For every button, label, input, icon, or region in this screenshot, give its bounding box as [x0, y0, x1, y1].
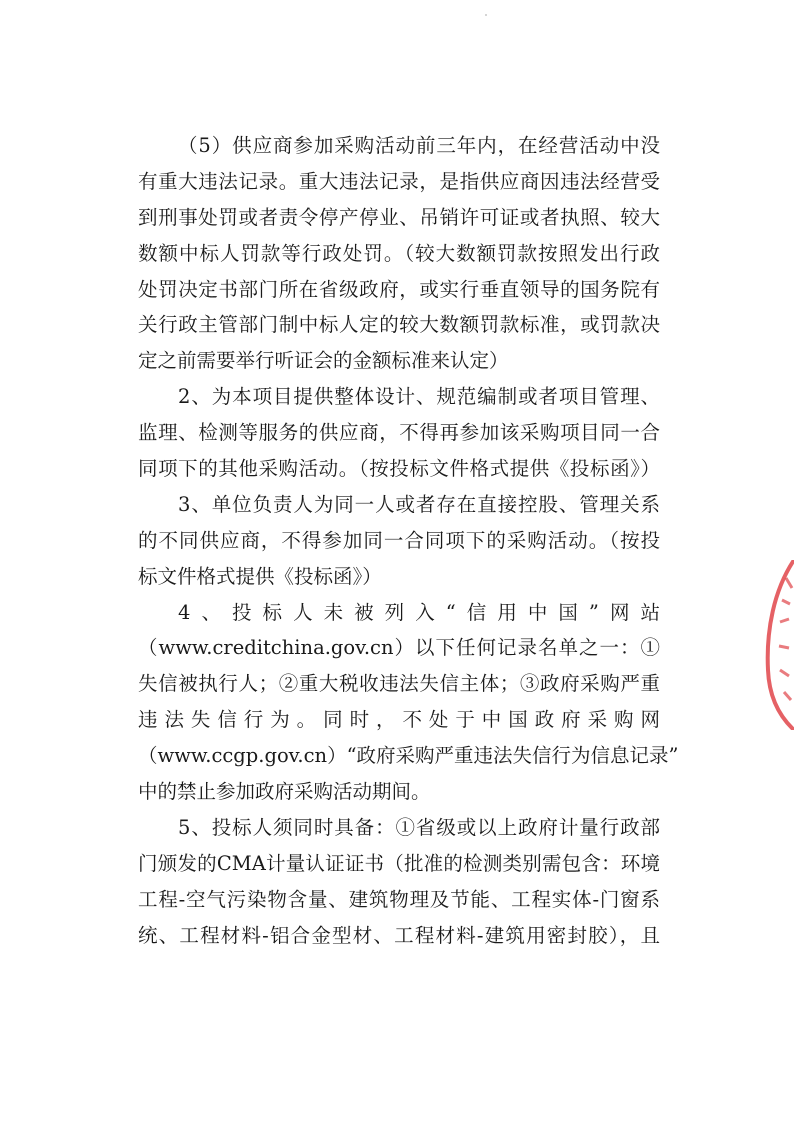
text-line: 标文件格式提供《投标函》） — [138, 564, 382, 588]
scan-dot — [485, 14, 487, 16]
text-line: 统、工程材料-铝合金型材、工程材料-建筑用密封胶），且 — [138, 923, 660, 947]
text-line: 的不同供应商，不得参加同一合同项下的采购活动。（按投 — [138, 528, 660, 552]
text-line: 监理、检测等服务的供应商，不得再参加该采购项目同一合 — [138, 421, 660, 445]
text-line: 4、投标人未被列入“信用中国”网站 — [178, 600, 660, 624]
text-line: 5、投标人须同时具备：①省级或以上政府计量行政部 — [178, 815, 660, 839]
text-line: 失信被执行人；②重大税收违法失信主体；③政府采购严重 — [138, 672, 660, 696]
text-line: 门颁发的CMA计量认证证书（批准的检测类别需包含：环境 — [138, 851, 660, 875]
seal-stamp-edge — [760, 560, 794, 730]
text-line: 到刑事处罚或者责令停产停业、吊销许可证或者执照、较大 — [138, 205, 660, 229]
text-line: 处罚决定书部门所在省级政府，或实行垂直领导的国务院有 — [138, 277, 660, 301]
text-line: （www.creditchina.gov.cn）以下任何记录名单之一：① — [138, 636, 660, 660]
text-line: （5）供应商参加采购活动前三年内，在经营活动中没 — [178, 134, 660, 157]
text-line: 关行政主管部门制中标人定的较大数额罚款标准，或罚款决 — [138, 313, 660, 337]
text-line: 3、单位负责人为同一人或者存在直接控股、管理关系 — [178, 492, 660, 516]
text-line: （www.ccgp.gov.cn）“政府采购严重违法失信行为信息记录” — [138, 744, 679, 768]
text-line: 同项下的其他采购活动。（按投标文件格式提供《投标函》） — [138, 457, 660, 481]
body-text — [138, 128, 679, 953]
text-line: 有重大违法记录。重大违法记录，是指供应商因违法经营受 — [138, 169, 660, 193]
text-line: 2、为本项目提供整体设计、规范编制或者项目管理、 — [178, 385, 660, 409]
text-line: 工程-空气污染物含量、建筑物理及节能、工程实体-门窗系 — [138, 887, 660, 911]
text-line: 中的禁止参加政府采购活动期间。 — [138, 780, 431, 804]
text-line: 数额中标人罚款等行政处罚。（较大数额罚款按照发出行政 — [138, 241, 660, 265]
text-line: 定之前需要举行听证会的金额标准来认定） — [138, 349, 509, 373]
text-line: 违法失信行为。同时，不处于中国政府采购网 — [138, 708, 660, 732]
